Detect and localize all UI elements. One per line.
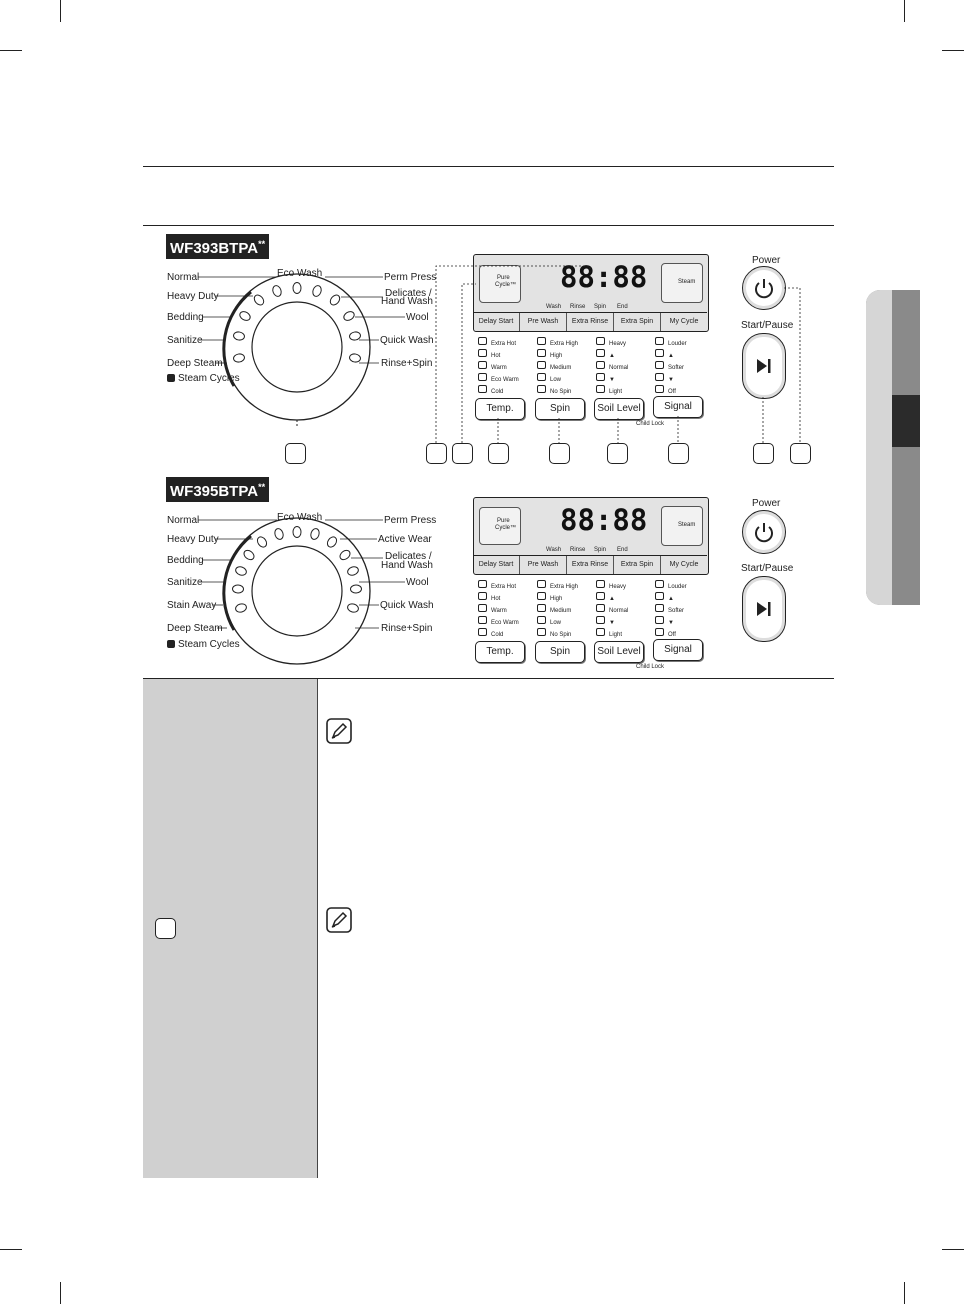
crop-mark <box>942 50 964 51</box>
cycle-label: Hand Wash <box>381 296 433 307</box>
stage-label: End <box>617 304 628 310</box>
temp-button[interactable]: Temp. <box>475 641 525 663</box>
cycle-label: Bedding <box>167 312 204 323</box>
cycle-label: Perm Press <box>384 515 437 526</box>
callout-box <box>155 918 176 939</box>
start-pause-label: Start/Pause <box>741 563 794 574</box>
spin-options: Extra High High Medium Low No Spin <box>537 580 578 640</box>
stage-label: Wash <box>546 304 562 310</box>
power-label: Power <box>752 498 781 509</box>
note-icon <box>326 718 352 744</box>
stage-label: Rinse <box>570 304 586 310</box>
display-digits: 88:88 <box>560 260 648 294</box>
callout-leaders <box>420 260 810 445</box>
callout-box <box>426 443 447 464</box>
callout-box <box>753 443 774 464</box>
power-button[interactable] <box>742 510 786 554</box>
start-pause-button[interactable] <box>742 576 786 642</box>
cycle-label: Normal <box>167 272 200 283</box>
model-label: WF393BTPA** <box>166 234 269 259</box>
extra-rinse-button[interactable]: Extra Rinse <box>567 313 614 331</box>
steam-cycles-legend: Steam Cycles <box>167 373 240 384</box>
pure-cycle-label: Pure <box>497 518 510 524</box>
steam-label: Steam <box>678 279 696 285</box>
extra-rinse-button[interactable]: Extra Rinse <box>567 556 614 574</box>
spin-button[interactable]: Spin <box>535 641 585 663</box>
stage-label: Spin <box>594 547 607 553</box>
my-cycle-button[interactable]: My Cycle <box>669 318 699 325</box>
crop-mark <box>0 50 22 51</box>
soil-options: Heavy ▲ Normal ▼ Light <box>596 337 628 397</box>
stage-label: End <box>617 547 628 553</box>
temp-options: Extra Hot Hot Warm Eco Warm Cold <box>478 580 519 640</box>
child-lock-label: Child Lock <box>636 421 665 427</box>
cycle-label: Perm Press <box>384 272 437 283</box>
callout-box <box>668 443 689 464</box>
cycle-label: Quick Wash <box>380 335 434 346</box>
signal-button[interactable]: Signal <box>653 639 703 661</box>
steam-label: Steam <box>678 522 696 528</box>
stage-label: Spin <box>594 304 607 310</box>
soil-level-button[interactable]: Soil Level <box>594 641 644 663</box>
option-bar <box>473 555 707 574</box>
power-icon <box>743 511 785 553</box>
play-pause-icon <box>743 577 785 641</box>
cycle-label: Rinse+Spin <box>381 358 433 369</box>
pre-wash-button[interactable]: Pre Wash <box>520 556 567 574</box>
signal-options: Louder ▲ Softer ▼ Off <box>655 580 687 640</box>
side-tab-active <box>892 395 920 447</box>
cycle-label: Delicates / <box>385 288 432 299</box>
power-label: Power <box>752 255 781 266</box>
cycle-label: Deep Steam <box>167 358 223 369</box>
callout-box <box>488 443 509 464</box>
callout-box <box>285 443 306 464</box>
cycle-label: Sanitize <box>167 577 203 588</box>
extra-spin-button[interactable]: Extra Spin <box>614 556 661 574</box>
child-lock-label: Child Lock <box>636 664 665 670</box>
temp-button[interactable]: Temp. <box>475 398 525 420</box>
delay-start-button[interactable]: Delay Start <box>473 313 520 331</box>
cycle-label: Heavy Duty <box>167 291 219 302</box>
spin-options: Extra High High Medium Low No Spin <box>537 337 578 397</box>
callout-box <box>607 443 628 464</box>
cycle-label: Eco Wash <box>277 512 323 523</box>
pre-wash-button[interactable]: Pre Wash <box>520 313 567 331</box>
leader-lines <box>165 508 435 638</box>
header-rule <box>143 225 834 226</box>
soil-options: Heavy ▲ Normal ▼ Light <box>596 580 628 640</box>
steam-cycles-legend: Steam Cycles <box>167 639 240 650</box>
cycle-label: Sanitize <box>167 335 203 346</box>
cycle-label: Eco Wash <box>277 268 323 279</box>
cycle-label: Delicates / <box>385 551 432 562</box>
display-digits: 88:88 <box>560 503 648 537</box>
cycle-label: Rinse+Spin <box>381 623 433 634</box>
start-pause-label: Start/Pause <box>741 320 794 331</box>
crop-mark <box>0 1249 22 1250</box>
cycle-label: Heavy Duty <box>167 534 219 545</box>
stage-label: Rinse <box>570 547 586 553</box>
crop-mark <box>60 0 61 22</box>
delay-start-button[interactable]: Delay Start <box>473 556 520 574</box>
crop-mark <box>942 1249 964 1250</box>
signal-button[interactable]: Signal <box>653 396 703 418</box>
pure-cycle-label: Cycle™ <box>495 525 517 531</box>
spin-button[interactable]: Spin <box>535 398 585 420</box>
callout-box <box>790 443 811 464</box>
cycle-label: Wool <box>406 312 429 323</box>
model-label: WF395BTPA** <box>166 477 269 502</box>
cycle-label: Quick Wash <box>380 600 434 611</box>
crop-mark <box>904 0 905 22</box>
leader-lines <box>165 265 435 375</box>
cycle-label: Deep Steam <box>167 623 223 634</box>
pure-cycle-label: Pure <box>497 275 510 281</box>
cycle-label: Active Wear <box>378 534 432 545</box>
crop-mark <box>60 1282 61 1304</box>
note-icon <box>326 907 352 933</box>
cycle-label: Bedding <box>167 555 204 566</box>
cycle-label: Hand Wash <box>381 560 433 571</box>
pure-cycle-label: Cycle™ <box>495 282 517 288</box>
crop-mark <box>904 1282 905 1304</box>
cycle-label: Stain Away <box>167 600 217 611</box>
soil-level-button[interactable]: Soil Level <box>594 398 644 420</box>
cycle-label: Normal <box>167 515 200 526</box>
stage-label: Wash <box>546 547 562 553</box>
header-rule <box>143 166 834 167</box>
my-cycle-button[interactable]: My Cycle <box>669 561 699 568</box>
callout-box <box>549 443 570 464</box>
temp-options: Extra Hot Hot Warm Eco Warm Cold <box>478 337 519 397</box>
callout-box <box>452 443 473 464</box>
extra-spin-button[interactable]: Extra Spin <box>614 313 661 331</box>
side-tab-light <box>866 290 892 605</box>
cycle-label: Wool <box>406 577 429 588</box>
signal-options: Louder ▲ Softer ▼ Off <box>655 337 687 397</box>
